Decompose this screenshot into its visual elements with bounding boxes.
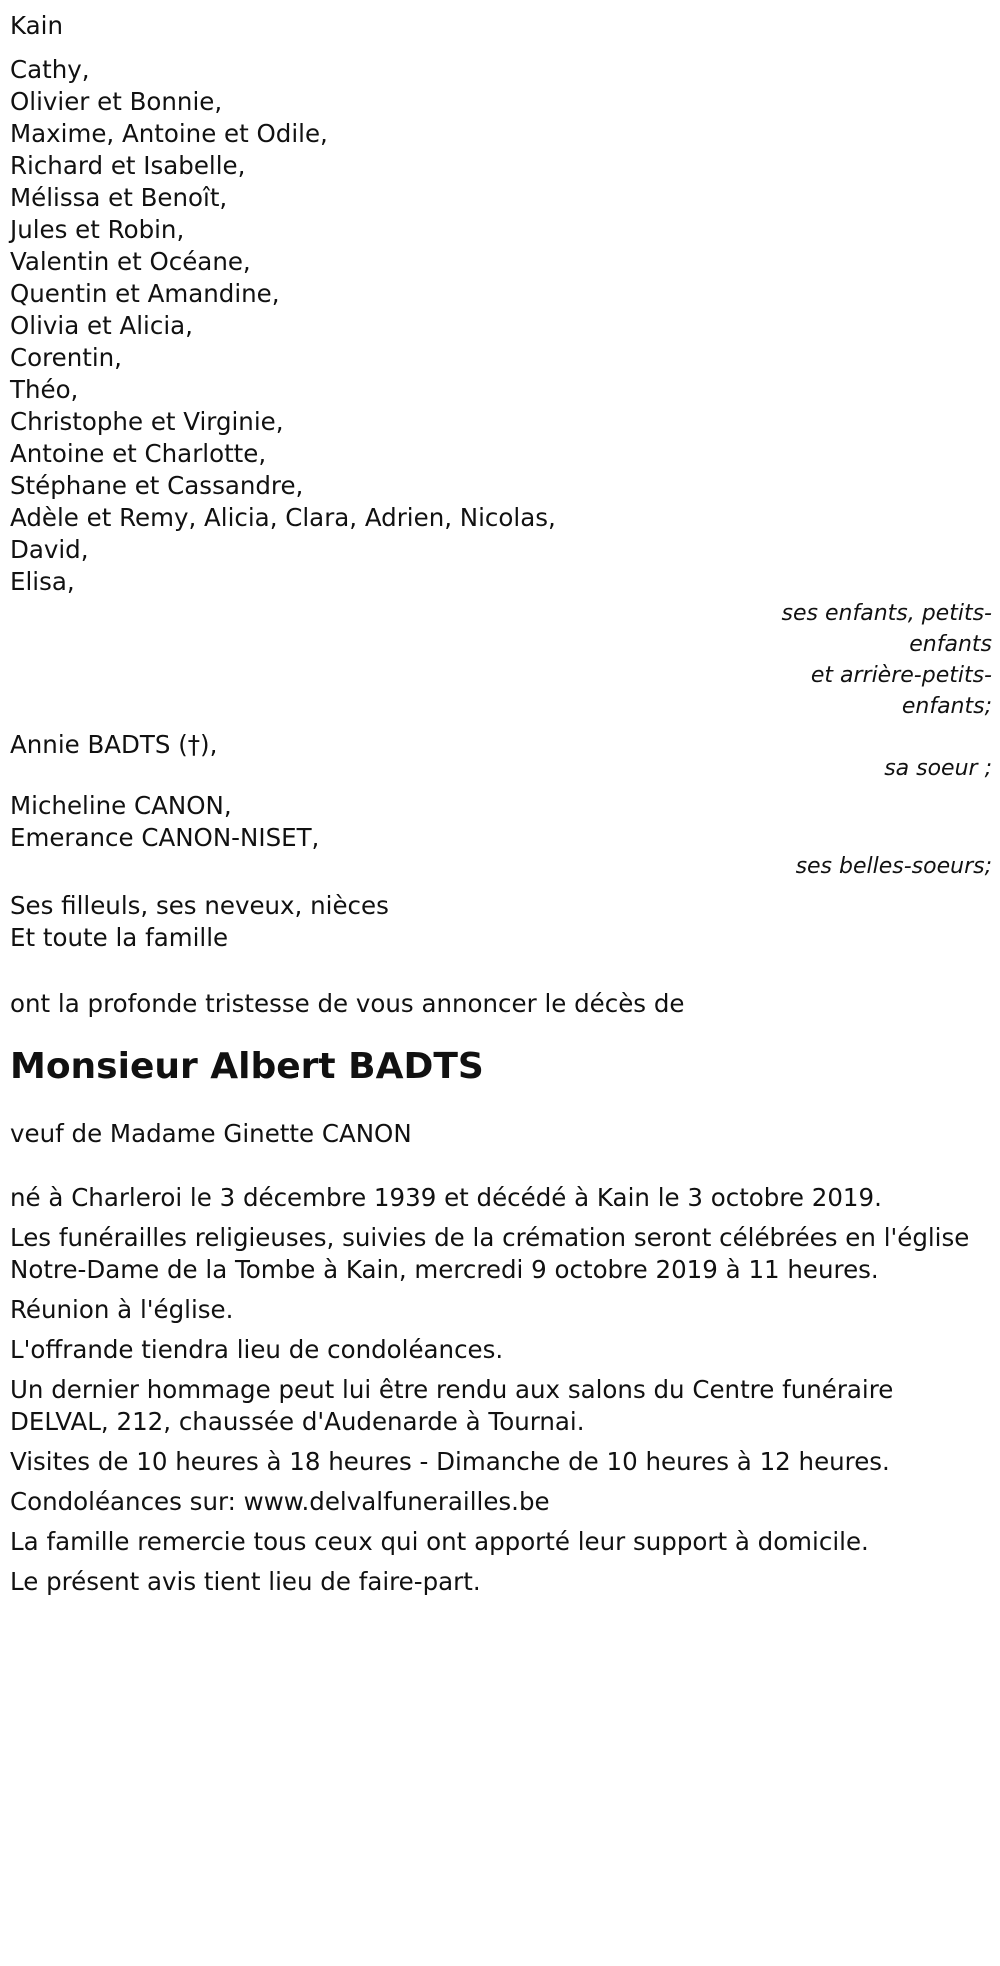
family-name-line: Richard et Isabelle, [10, 151, 246, 180]
sister-in-law-name: Emerance CANON-NISET, [10, 823, 320, 852]
family-name-line: Elisa, [10, 567, 75, 596]
sister-name: Annie BADTS (†), [10, 730, 218, 759]
children-relation: ses enfants, petits-enfants et arrière-petits-enfants; [781, 601, 992, 719]
offering-paragraph: L'offrande tiendra lieu de condoléances. [10, 1335, 504, 1364]
thanks-paragraph: La famille remercie tous ceux qui ont apporté leur support à domicile. [10, 1527, 869, 1556]
birth-death-paragraph: né à Charleroi le 3 décembre 1939 et décédé à Kain le 3 octobre 2019. [10, 1183, 882, 1212]
tribute-paragraph: Un dernier hommage peut lui être rendu aux salons du Centre funéraire DELVAL, 212, chaussée d'Audenarde à Tournai. [10, 1375, 894, 1436]
others-line: Et toute la famille [10, 923, 229, 952]
details-paragraphs [10, 1178, 992, 1602]
family-name-line: Adèle et Remy, Alicia, Clara, Adrien, Nicolas, [10, 503, 556, 532]
family-name-line: Corentin, [10, 343, 122, 372]
place-heading: Kain [10, 11, 63, 40]
family-name-line: Cathy, [10, 55, 90, 84]
announcement-text: ont la profonde tristesse de vous annoncer le décès de [10, 989, 685, 1018]
family-name-line: Quentin et Amandine, [10, 279, 280, 308]
sister-relation: sa soeur ; [884, 756, 992, 781]
family-name-line: Jules et Robin, [10, 215, 185, 244]
others-line: Ses filleuls, ses neveux, nièces [10, 891, 389, 920]
widower-line: veuf de Madame Ginette CANON [10, 1119, 412, 1148]
sisters-in-law-relation: ses belles-soeurs; [795, 854, 992, 879]
deceased-name: Monsieur Albert BADTS [10, 1046, 484, 1087]
condolences-paragraph: Condoléances sur: www.delvalfunerailles.be [10, 1487, 550, 1516]
family-name-line: Olivier et Bonnie, [10, 87, 223, 116]
obituary-notice [10, 6, 992, 1602]
visits-paragraph: Visites de 10 heures à 18 heures - Dimanche de 10 heures à 12 heures. [10, 1447, 890, 1476]
family-name-line: Théo, [10, 375, 79, 404]
family-names-list [10, 54, 992, 598]
family-name-line: Olivia et Alicia, [10, 311, 193, 340]
family-name-line: Antoine et Charlotte, [10, 439, 267, 468]
notice-paragraph: Le présent avis tient lieu de faire-part. [10, 1567, 481, 1596]
family-name-line: Stéphane et Cassandre, [10, 471, 304, 500]
meeting-paragraph: Réunion à l'église. [10, 1295, 234, 1324]
family-name-line: Christophe et Virginie, [10, 407, 284, 436]
funeral-paragraph: Les funérailles religieuses, suivies de la crémation seront célébrées en l'église Notre-Dame de la Tombe à Kain, mercredi 9 octobre 2019 à 11 heures. [10, 1223, 970, 1284]
family-name-line: Maxime, Antoine et Odile, [10, 119, 328, 148]
family-name-line: Mélissa et Benoît, [10, 183, 228, 212]
sister-in-law-name: Micheline CANON, [10, 791, 232, 820]
family-name-line: Valentin et Océane, [10, 247, 251, 276]
family-name-line: David, [10, 535, 89, 564]
